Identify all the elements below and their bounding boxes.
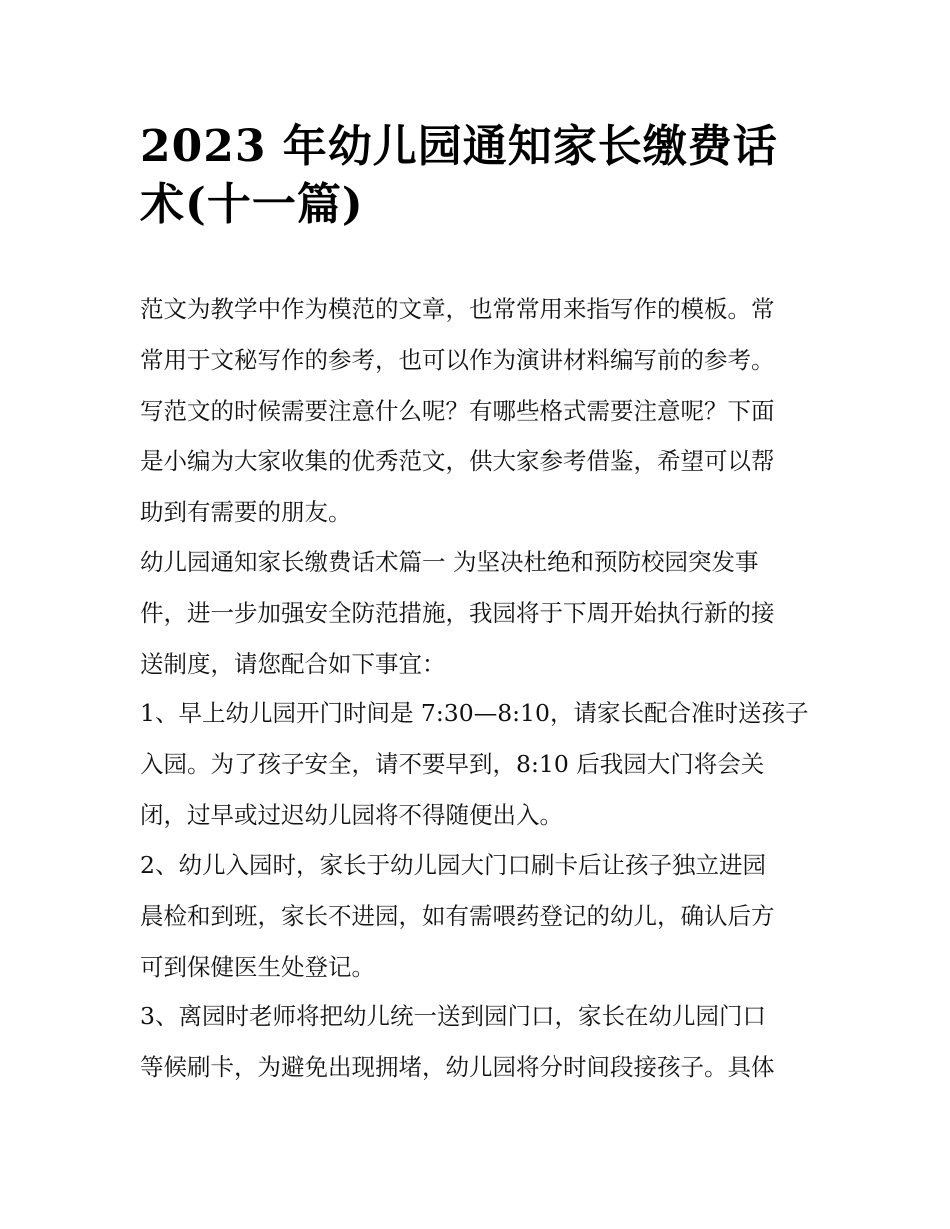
- document-title: 2023 年幼儿园通知家长缴费话 术(十一篇): [140, 121, 778, 230]
- item-3-paragraph: 3、离园时老师将把幼儿统一送到园门口，家长在幼儿园门口 等候刷卡，为避免出现拥堵，幼儿园将分时间段接孩子。具体: [140, 1002, 775, 1081]
- section-one-intro-paragraph: 幼儿园通知家长缴费话术篇一 为坚决杜绝和预防校园突发事 件，进一步加强安全防范措施，我园将于下周开始执行新的接 送制度，请您配合如下事宜：: [140, 548, 775, 678]
- item-1-paragraph: 1、早上幼儿园开门时间是 7:30—8:10，请家长配合准时送孩子 入园。为了孩子安全，请不要早到，8:10 后我园大门将会关 闭，过早或过迟幼儿园将不得随便出入。: [140, 699, 809, 829]
- item-2-paragraph: 2、幼儿入园时，家长于幼儿园大门口刷卡后让孩子独立进园 晨检和到班，家长不进园，如有需喂药登记的幼儿，确认后方 可到保健医生处登记。: [140, 851, 775, 981]
- intro-paragraph: 范文为教学中作为模范的文章，也常常用来指写作的模板。常 常用于文秘写作的参考，也可以作为演讲材料编写前的参考。 写范文的时候需要注意什么呢？有哪些格式需要注意呢？下面 是小编为大家收集的优秀范文，供大家参考借鉴，希望可以帮 助到有需要的朋友。: [140, 295, 775, 527]
